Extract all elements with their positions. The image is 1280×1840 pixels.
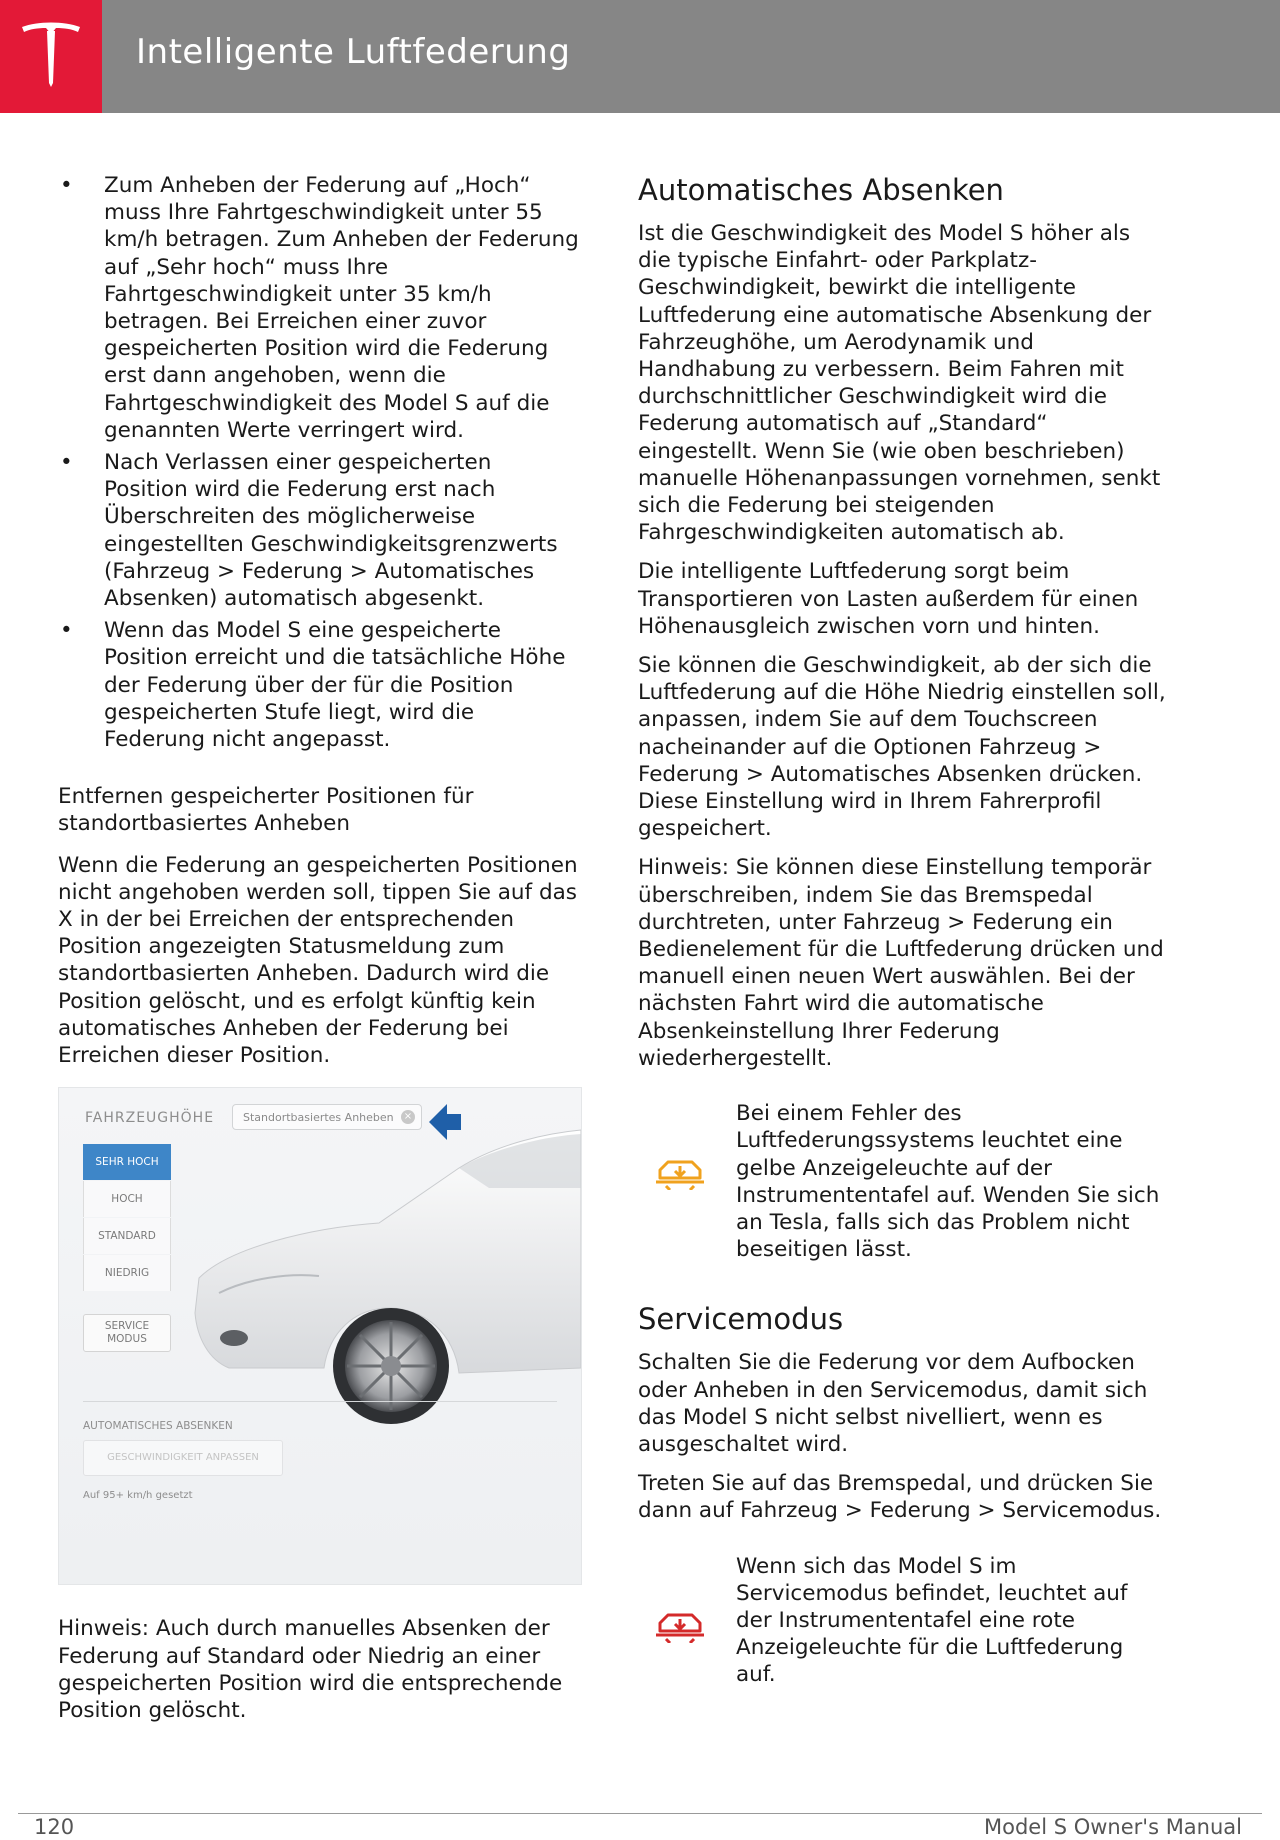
level-low-button[interactable]: NIEDRIG <box>83 1255 171 1291</box>
level-standard-button[interactable]: STANDARD <box>83 1218 171 1254</box>
air-suspension-fault-icon <box>654 1156 708 1190</box>
heading-auto-lowering: Automatisches Absenken <box>638 173 1004 207</box>
tesla-logo-icon <box>18 21 84 87</box>
paragraph-auto-lowering: Ist die Geschwindigkeit des Model S höher als die typische Einfahrt- oder Parkplatz-Geschwindigkeit, bewirkt die intelligente Luftfederung eine automatische Absenkung der Fahrzeughöhe, um Aerodynamik und Handhabung zu verbessern. Beim Fahren mit durchschnittlicher Geschwindigkeit wird die Federung automatisch auf „Standard“ eingestellt. Wenn Sie (wie oben beschrieben) manuelle Höhenanpassungen vornehmen, senkt sich die Federung bei steigenden Fahrgeschwindigkeiten automatisch ab. <box>638 221 1161 546</box>
paragraph-override-note: Hinweis: Sie können diese Einstellung temporär überschreiben, indem Sie das Bremspedal durchtreten, unter Fahrzeug > Federung ein Bedienelement für die Luftfederung drücken und manuell einen neuen Wert auswählen. Bei der nächsten Fahrt wird die automatische Absenkeinstellung Ihrer Federung wiederhergestellt. <box>638 855 1164 1071</box>
suspension-fault-text: Bei einem Fehler des Luftfederungssystems leuchtet eine gelbe Anzeigeleuchte auf der Instrumententafel auf. Wenden Sie sich an Tesla, falls sich das Problem nicht beseitigen lässt. <box>736 1101 1160 1263</box>
vehicle-height-screenshot <box>58 1087 582 1585</box>
heading-service-mode: Servicemodus <box>638 1302 844 1337</box>
vehicle-height-title: FAHRZEUGHÖHE <box>85 1110 215 1127</box>
level-very-high-button[interactable]: SEHR HOCH <box>83 1144 171 1180</box>
page-title: Intelligente Luftfederung <box>136 32 571 72</box>
arrow-left-icon <box>427 1100 463 1144</box>
bullet-list <box>58 172 580 753</box>
right-column <box>638 172 1168 1689</box>
close-icon[interactable]: × <box>401 1110 415 1124</box>
paragraph-remove-positions: Wenn die Federung an gespeicherten Positionen nicht angehoben werden soll, tippen Sie auf das X in der bei Erreichen der entsprechenden Position angezeigten Statusmeldung zum standortbasierten Anheben. Dadurch wird die Position gelöscht, und es erfolgt künftig kein automatisches Anheben der Federung bei Erreichen dieser Position. <box>58 852 578 1069</box>
car-image <box>159 1128 581 1428</box>
page-header <box>0 0 1280 113</box>
suspension-fault-notice <box>638 1100 1168 1263</box>
tesla-logo <box>0 0 102 113</box>
adjust-speed-button[interactable]: GESCHWINDIGKEIT ANPASSEN <box>83 1440 283 1476</box>
paragraph-service-mode: Schalten Sie die Federung vor dem Aufbocken oder Anheben in den Servicemodus, damit sich das Model S nicht selbst nivelliert, wenn es ausgeschaltet wird. <box>638 1350 1148 1457</box>
paragraph-load-leveling: Die intelligente Luftfederung sorgt beim Transportieren von Lasten außerdem für einen Höhenausgleich zwischen vorn und hinten. <box>638 559 1139 639</box>
page-number: 120 <box>34 1815 75 1839</box>
service-mode-text: Wenn sich das Model S im Servicemodus befindet, leuchtet auf der Instrumententafel eine rote Anzeigeleuchte für die Luftfederung auf. <box>736 1553 1128 1688</box>
list-item: • Nach Verlassen einer gespeicherten Position wird die Federung erst nach Überschreiten des möglicherweise eingestellten Geschwindigkeitsgrenzwerts (Fahrzeug > Federung > Automatisches Absenken) automatisch abgesenkt. <box>60 450 558 612</box>
paragraph-service-steps: Treten Sie auf das Bremspedal, und drücken Sie dann auf Fahrzeug > Federung > Servicemodus. <box>638 1471 1162 1524</box>
auto-lower-label: AUTOMATISCHES ABSENKEN <box>83 1420 233 1433</box>
location-raise-chip[interactable]: Standortbasiertes Anheben × <box>232 1104 422 1130</box>
left-column <box>58 172 580 1724</box>
paragraph-adjust-speed: Sie können die Geschwindigkeit, ab der sich die Luftfederung auf die Höhe Niedrig einstellen soll, anpassen, indem Sie auf dem Touchscreen nacheinander auf die Optionen Fahrzeug > Federung > Automatisches Absenken drücken. Diese Einstellung wird in Ihrem Fahrerprofil gespeichert. <box>638 653 1166 842</box>
manual-title: Model S Owner's Manual <box>984 1815 1242 1839</box>
list-item: • Zum Anheben der Federung auf „Hoch“ muss Ihre Fahrtgeschwindigkeit unter 55 km/h betragen. Zum Anheben der Federung auf „Sehr hoch“ muss Ihre Fahrtgeschwindigkeit unter 35 km/h betragen. Bei Erreichen einer zuvor gespeicherten Position wird die Federung erst dann angehoben, wenn die Fahrtgeschwindigkeit des Model S auf die genannten Werte verringert wird. <box>60 173 579 443</box>
service-mode-notice <box>638 1553 1168 1689</box>
divider <box>83 1401 557 1402</box>
service-mode-button[interactable]: SERVICE MODUS <box>83 1314 171 1352</box>
speed-setting-note: Auf 95+ km/h gesetzt <box>83 1490 193 1502</box>
level-high-button[interactable]: HOCH <box>83 1181 171 1217</box>
note-manual-lowering: Hinweis: Auch durch manuelles Absenken der Federung auf Standard oder Niedrig an einer gespeicherten Position wird die entsprechende Position gelöscht. <box>58 1616 563 1723</box>
subheading-remove-positions: Entfernen gespeicherter Positionen für standortbasiertes Anheben <box>58 784 474 837</box>
list-item: • Wenn das Model S eine gespeicherte Position erreicht und die tatsächliche Höhe der Federung über der für die Position gespeicherten Stufe liegt, wird die Federung nicht angepasst. <box>60 618 566 753</box>
air-suspension-service-icon <box>654 1609 708 1643</box>
